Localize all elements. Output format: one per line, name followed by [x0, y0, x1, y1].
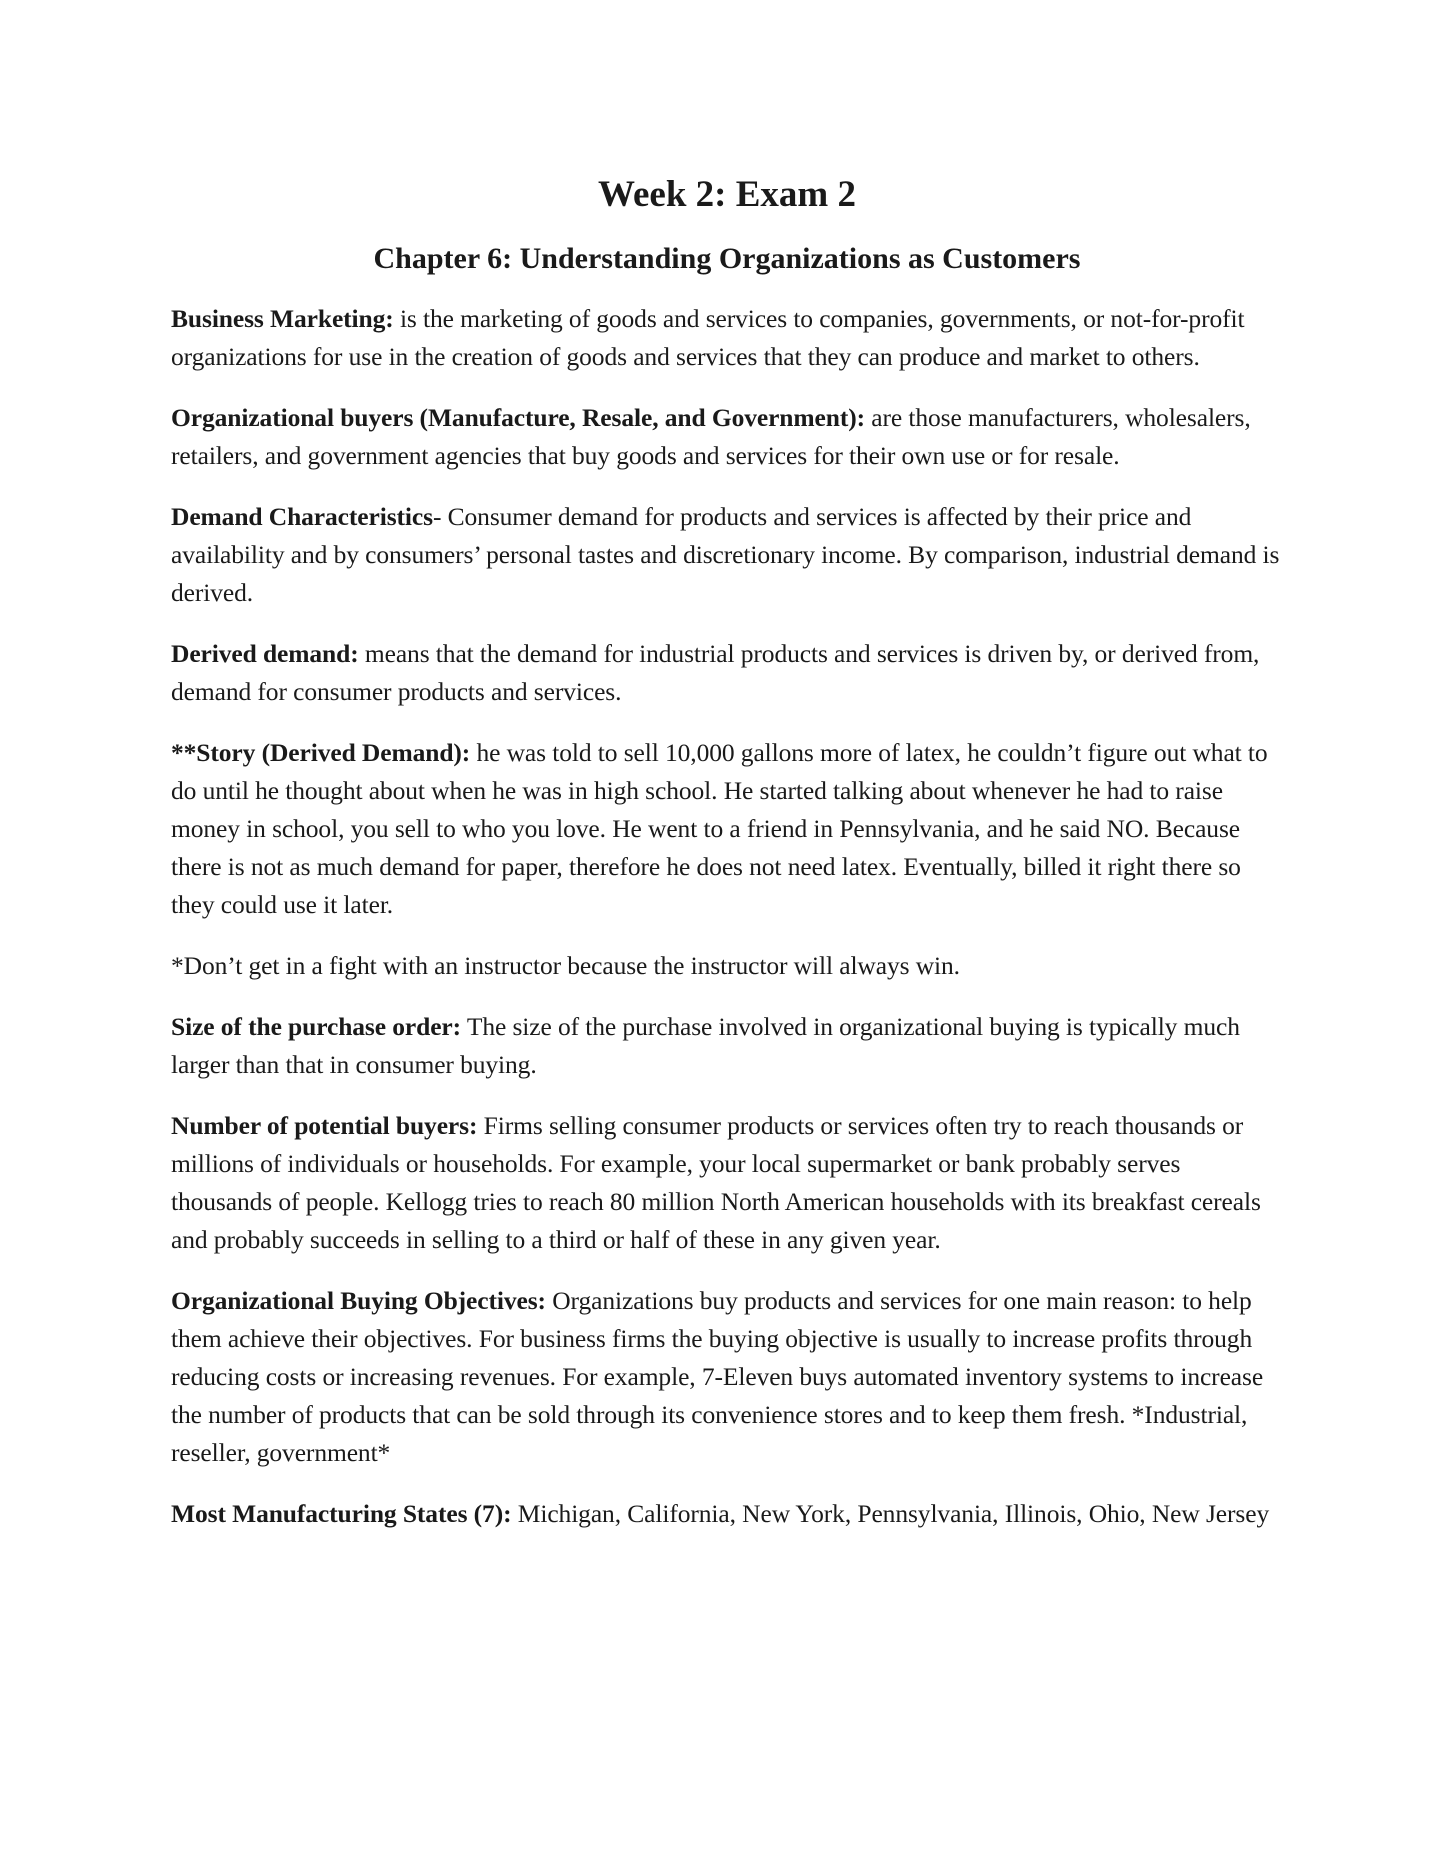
page-title: Week 2: Exam 2 — [598, 174, 856, 215]
term-label: Derived demand: — [171, 639, 359, 668]
paragraph-organizational-buyers — [171, 399, 1283, 475]
document-page — [171, 172, 1283, 1556]
definition-text: Firms selling consumer products or services often try to reach thousands or millions of individuals or households. For example, your local supermarket or bank probably serves thousands of people. Kellogg tries to reach 80 million North American households with its breakfast cereals and probably succeeds in selling to a third or half of these in any given year. — [171, 1111, 1261, 1254]
paragraph-potential-buyers — [171, 1107, 1283, 1259]
definition-text: Organizations buy products and services for one main reason: to help them achieve their objectives. For business firms the buying objective is usually to increase profits through reducing costs or increasing revenues. For example, 7-Eleven buys automated inventory systems to increase the number of products that can be sold through its convenience stores and to keep them fresh. *Industrial, reseller, government* — [171, 1286, 1264, 1467]
term-label: Business Marketing: — [171, 304, 394, 333]
definition-text: Michigan, California, New York, Pennsylvania, Illinois, Ohio, New Jersey — [511, 1499, 1270, 1528]
definition-text: The size of the purchase involved in organizational buying is typically much larger than that in consumer buying. — [171, 1012, 1240, 1079]
note-text: *Don’t get in a fight with an instructor because the instructor will always win. — [171, 951, 960, 980]
paragraph-note — [171, 947, 1283, 985]
paragraph-purchase-order-size — [171, 1008, 1283, 1084]
paragraph-buying-objectives — [171, 1282, 1283, 1472]
definition-text: is the marketing of goods and services to companies, governments, or not-for-profit organizations for use in the creation of goods and services that they can produce and market to others. — [171, 304, 1245, 371]
term-label: Most Manufacturing States (7): — [171, 1499, 512, 1528]
term-label: Size of the purchase order: — [171, 1012, 462, 1041]
paragraph-derived-demand — [171, 635, 1283, 711]
term-label: Organizational buyers (Manufacture, Resale, and Government): — [171, 403, 866, 432]
term-label: Number of potential buyers: — [171, 1111, 478, 1140]
paragraph-story — [171, 734, 1283, 924]
definition-text: he was told to sell 10,000 gallons more of latex, he couldn’t figure out what to do until he thought about when he was in high school. He started talking about whenever he had to raise money in school, you sell to who you love. He went to a friend in Pennsylvania, and he said NO. Because there is not as much demand for paper, therefore he does not need latex. Eventually, billed it right there so they could use it later. — [171, 738, 1268, 919]
definition-text: are those manufacturers, wholesalers, retailers, and government agencies that buy goods and services for their own use or for resale. — [171, 403, 1251, 470]
paragraph-demand-characteristics — [171, 498, 1283, 612]
definition-text: - Consumer demand for products and services is affected by their price and availability and by consumers’ personal tastes and discretionary income. By comparison, industrial demand is derived. — [171, 502, 1280, 607]
chapter-heading: Chapter 6: Understanding Organizations as Customers — [373, 242, 1081, 275]
term-label: Demand Characteristics — [171, 502, 433, 531]
definition-text: means that the demand for industrial products and services is driven by, or derived from, demand for consumer products and services. — [171, 639, 1260, 706]
term-label: Organizational Buying Objectives: — [171, 1286, 546, 1315]
paragraph-manufacturing-states — [171, 1495, 1283, 1533]
paragraph-business-marketing — [171, 300, 1283, 376]
term-label: **Story (Derived Demand): — [171, 738, 471, 767]
